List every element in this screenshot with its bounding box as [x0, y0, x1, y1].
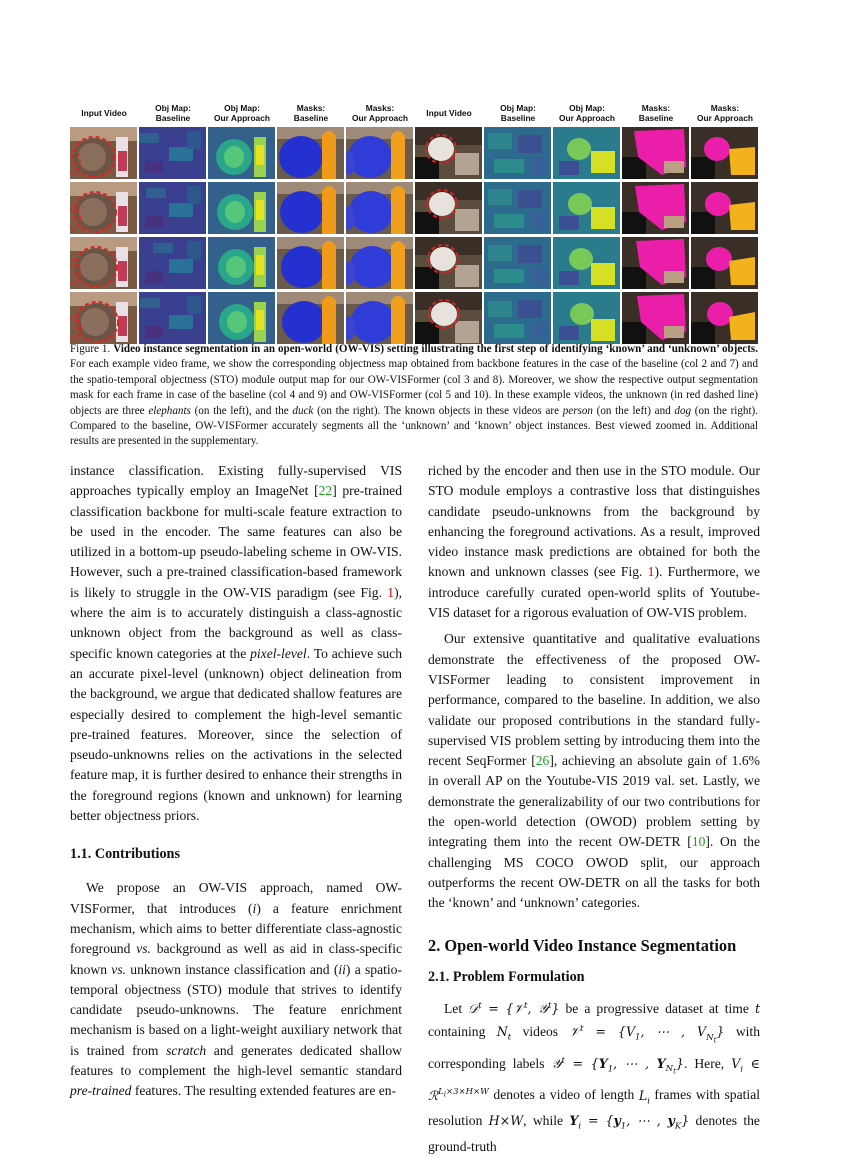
paragraph-evaluations: Our extensive quantitative and qualitative evaluations demonstrate the effectiveness of the proposed OW-VISFormer leading to consistent improvement in performance, compared to the baseline. In addition, we also validate our proposed contributions in the standard fully-supervised VIS problem setting by introducing them into the recent SeqFormer [26], achieving an absolute gain of 1.6% in overall AP on the Youtube-VIS 2019 val. set. Lastly, we demonstrate the generalizability of our two contributions for the open-world detection (OWOD) problem setting by integrating them into the recent OW-DETR [10]. On the challenging MS COCO OWOD split, our approach outperforms the recent OW-DETR on all the tasks for both the ‘known’ and ‘unknown’ categories.	[428, 631, 760, 911]
objmap-baseline-tile	[139, 292, 206, 344]
objmap-baseline-tile	[484, 182, 551, 234]
mask-baseline-tile	[277, 182, 344, 234]
objmap-ours-tile	[208, 292, 275, 344]
objmap-ours-tile	[553, 182, 620, 234]
input-frame-elephants-tile	[70, 237, 137, 289]
col-header-input-video-right: Input Video	[426, 108, 472, 118]
objmap-ours-tile	[553, 127, 620, 179]
mask-ours-tile	[346, 127, 413, 179]
heading-contributions: 1.1. Contributions	[70, 846, 180, 863]
mask-ours-tile	[346, 292, 413, 344]
objmap-baseline-tile	[139, 237, 206, 289]
objmap-ours-tile	[208, 182, 275, 234]
col-header-objmap-ours-left: Obj Map: Our Approach	[214, 103, 270, 123]
col-header-objmap-ours-right: Obj Map: Our Approach	[559, 103, 615, 123]
paragraph-contributions: We propose an OW-VIS approach, named OW-VISFormer, that introduces (i) a feature enrichment mechanism, which aims to better differentiate class-agnostic foreground vs. background as well as aid in class-specific known vs. unknown instance classification and (ii) a spatio-temporal objectness (STO) module that strives to identify candidate pseudo-unknowns. The feature enrichment mechanism is based on a light-weight auxiliary network that is trained from scratch and generates dedicated shallow features to complement the high-level semantic standard pre-trained features. The resulting extended features are en-	[70, 880, 403, 1099]
figure-ref-link[interactable]: 1	[647, 564, 655, 580]
input-frame-duck-tile	[415, 182, 482, 234]
mask-baseline-tile	[622, 237, 689, 289]
mask-baseline-tile	[622, 292, 689, 344]
citation-link[interactable]: 26	[535, 753, 550, 769]
mask-baseline-tile	[622, 182, 689, 234]
paragraph-problem-formulation: Let 𝒟$^t$ = {𝒱$^t$, 𝒴$^t$} be a progressive dataset at time t containing $N_t$ videos 𝒱$^t$ = {$V_1$, ⋯ , $V_{N_t}$} with corresponding labels 𝒴$^t$ = {$Y_1$, ⋯ , $Y_{N_t}$}. Here, $V_i$ ∈ ℛ$^{L_i\times 3\times H\times W}$ denotes a video of length $L_i$ frames with spatial resolution H×W, while $Y_i = \{y_1$, ⋯ , $y_K$} denotes the ground-truth	[428, 1000, 761, 1155]
objmap-baseline-tile	[484, 292, 551, 344]
objmap-ours-tile	[208, 127, 275, 179]
figure-ref-link[interactable]: 1	[387, 584, 395, 600]
objmap-baseline-tile	[139, 127, 206, 179]
mask-baseline-tile	[622, 127, 689, 179]
heading-problem-formulation: 2.1. Problem Formulation	[428, 968, 585, 985]
caption-label: Figure 1.	[70, 343, 111, 355]
col-header-masks-ours-left: Masks: Our Approach	[352, 103, 408, 123]
objmap-ours-tile	[208, 237, 275, 289]
input-frame-duck-tile	[415, 292, 482, 344]
figure-caption: Figure 1. Video instance segmentation in an open-world (OW-VIS) setting illustrating the first step of identifying ‘known’ and ‘unknown’ objects. For each example video frame, we show the corresponding objectness map obtained from backbone features in the case of the baseline (col 2 and 7) and the spatio-temporal objectness (STO) module output map for our OW-VISFormer (col 3 and 8). Moreover, we show the respective output segmentation mask for each frame in case of the baseline (col 4 and 9) and OW-VISFormer (col 5 and 10). In these example videos, the unknown (in red dashed line) objects are three elephants (on the left), and the duck (on the right). The known objects in these videos are person (on the left) and dog (on the right). Compared to the baseline, OW-VISFormer accurately segments all the ‘unknown’ and ‘known’ object instances. Best viewed zoomed in. Additional results are presented in the supplementary.	[70, 343, 759, 448]
objmap-baseline-tile	[484, 127, 551, 179]
figure-column-headers	[70, 103, 758, 127]
citation-link[interactable]: 22	[318, 483, 333, 499]
mask-baseline-tile	[277, 237, 344, 289]
col-header-masks-ours-right: Masks: Our Approach	[697, 103, 753, 123]
mask-ours-tile	[346, 237, 413, 289]
col-header-masks-baseline-right: Masks: Baseline	[638, 103, 674, 123]
right-column	[428, 461, 760, 1158]
figure-1	[70, 103, 758, 345]
input-frame-elephants-tile	[70, 127, 137, 179]
objmap-ours-tile	[553, 292, 620, 344]
heading-section-2: 2. Open-world Video Instance Segmentation	[428, 935, 737, 955]
mask-ours-tile	[691, 237, 758, 289]
mask-ours-tile	[346, 182, 413, 234]
paragraph-sto-module: riched by the encoder and then use in the STO module. Our STO module employs a contrastive loss that distinguishes candidate pseudo-unknowns from the background by enhancing the foreground activations. As a result, improved video instance mask predictions are obtained for both the known and unknown classes (see Fig. 1). Furthermore, we introduce carefully curated open-world splits of Youtube-VIS dataset for a rigorous evaluation of OW-VIS problem.	[428, 463, 760, 621]
col-header-masks-baseline-left: Masks: Baseline	[293, 103, 329, 123]
input-frame-elephants-tile	[70, 292, 137, 344]
col-header-objmap-baseline-right: Obj Map: Baseline	[500, 103, 536, 123]
objmap-baseline-tile	[484, 237, 551, 289]
left-column	[70, 461, 402, 1102]
mask-ours-tile	[691, 127, 758, 179]
mask-ours-tile	[691, 182, 758, 234]
input-frame-elephants-tile	[70, 182, 137, 234]
col-header-input-video-left: Input Video	[81, 108, 127, 118]
mask-baseline-tile	[277, 292, 344, 344]
mask-baseline-tile	[277, 127, 344, 179]
mask-ours-tile	[691, 292, 758, 344]
input-frame-duck-tile	[415, 127, 482, 179]
figure-image-grid	[70, 127, 758, 345]
caption-title: Video instance segmentation in an open-world (OW-VIS) setting illustrating the first step of identifying ‘known’ and ‘unknown’ objects.	[113, 343, 758, 355]
objmap-baseline-tile	[139, 182, 206, 234]
input-frame-duck-tile	[415, 237, 482, 289]
paragraph-intro-continued: instance classification. Existing fully-supervised VIS approaches typically employ an ImageNet [22] pre-trained classification backbone for multi-scale feature extraction to be used in the encoder. The same features can also be utilized in a bottom-up pseudo-labeling scheme in OW-VIS. However, such a pre-trained classification-based framework is likely to struggle in the OW-VIS paradigm (see Fig. 1), where the aim is to accurately distinguish a class-agnostic unknown object from the background as well as class-specific known categories at the pixel-level. To achieve such an accurate pixel-level (unknown) object delineation from the background, we argue that dedicated shallow features are especially desired to complement the high-level semantic pre-trained features. Moreover, since the selection of pseudo-unknowns relies on the activations in the selected feature map, it is further desired to enhance their strengths in the foreground regions (known and unknown) for learning better objectness priors.	[70, 463, 403, 824]
citation-link[interactable]: 10	[691, 834, 706, 850]
col-header-objmap-baseline-left: Obj Map: Baseline	[155, 103, 191, 123]
objmap-ours-tile	[553, 237, 620, 289]
